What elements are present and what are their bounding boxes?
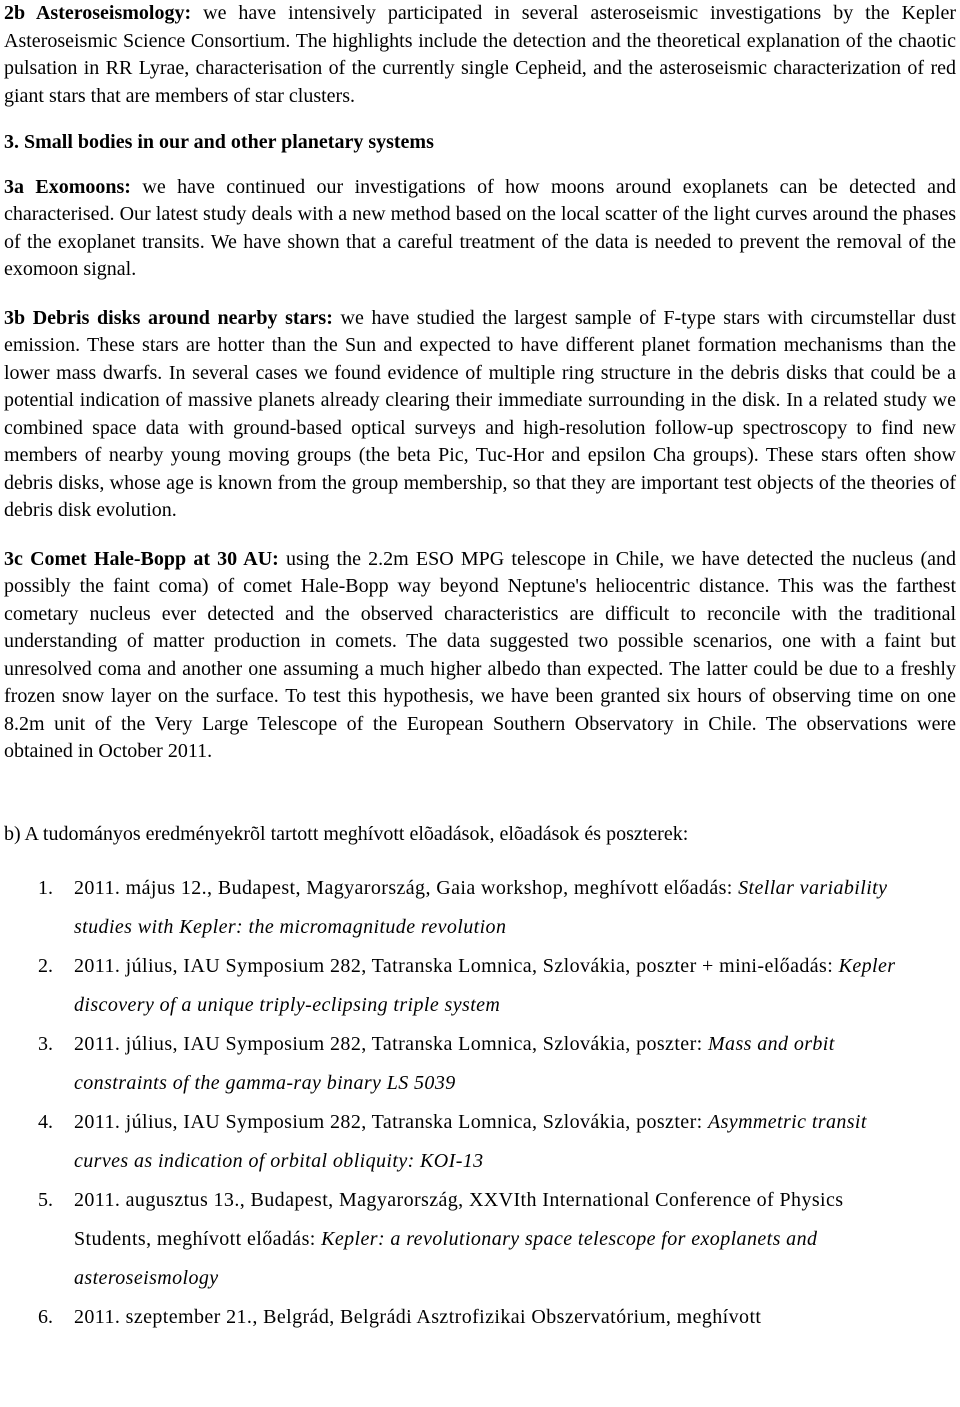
talk-list [38, 869, 918, 1337]
list-item-number: 4. [38, 1111, 53, 1133]
list-item-text: 2011. szeptember 21., Belgrád, Belgrádi Asztrofizikai Obszervatórium, meghívott [74, 1306, 762, 1328]
list-item [38, 1025, 918, 1103]
section-3a-heading: 3a Exomoons: [4, 175, 131, 198]
section-2b-heading: 2b Asteroseismology: [4, 2, 192, 24]
list-item-text: 2011. július, IAU Symposium 282, Tatranska Lomnica, Szlovákia, poszter: [74, 1111, 708, 1133]
section-3b-text: we have studied the largest sample of F-type stars with circumstellar dust emission. These stars are hotter than the Sun and expected to have different planet formation mechanisms than the lower mass dwarfs. In several cases we found evidence of multiple ring structure in the debris disks that could be a potential indication of massive planets already clearing their immediate surrounding in the disk. In a related study we combined space data with ground-based optical surveys and high-resolution follow-up spectroscopy to find new members of nearby young moving groups (the beta Pic, Tuc-Hor and epsilon Cha groups). These stars often show debris disks, whose age is known from the group membership, so that they are important test objects of the theories of debris disk evolution. [4, 306, 956, 521]
list-item-text: 2011. augusztus 13., Budapest, Magyarország, XXVIth International Conference of Physics Students, meghívott előadás: [74, 1189, 844, 1250]
list-item-title: Asymmetric transit curves as indication of orbital obliquity: KOI-13 [74, 1111, 867, 1172]
section-2b-paragraph [4, 0, 956, 110]
list-item-text: 2011. május 12., Budapest, Magyarország, Gaia workshop, meghívott előadás: [74, 877, 739, 899]
list-item-text: 2011. július, IAU Symposium 282, Tatranska Lomnica, Szlovákia, poszter: [74, 1033, 708, 1055]
section-3a-paragraph [4, 174, 956, 284]
section-3b-heading: 3b Debris disks around nearby stars: [4, 306, 333, 329]
section-3b-paragraph [4, 305, 956, 525]
list-item [38, 1103, 918, 1181]
list-item [38, 1181, 918, 1298]
list-item [38, 947, 918, 1025]
list-item-number: 6. [38, 1306, 53, 1328]
section-3a-text: we have continued our investigations of how moons around exoplanets can be detected and characterised. Our latest study deals with a new method based on the local scatter of the light curves around the phases of the exoplanet transits. We have shown that a careful treatment of the data is needed to prevent the removal of the exomoon signal. [4, 175, 956, 280]
section-2b-text: we have intensively participated in several asteroseismic investigations by the Kepler Asteroseismic Science Consortium. The highlights include the detection and the theoretical explanation of the chaotic pulsation in RR Lyrae, characterisation of the currently single Cepheid, and the asteroseismic characterization of red giant stars that are members of star clusters. [4, 2, 956, 107]
document-page [4, 0, 956, 1337]
list-item-text: 2011. július, IAU Symposium 282, Tatranska Lomnica, Szlovákia, poszter + mini-előadás: [74, 955, 839, 977]
section-b-heading: b) A tudományos eredményekrõl tartott meghívott elõadások, elõadások és poszterek: [4, 822, 689, 845]
list-item-title: Kepler: a revolutionary space telescope for exoplanets and asteroseismology [74, 1228, 818, 1289]
list-item-title: Mass and orbit constraints of the gamma-ray binary LS 5039 [74, 1033, 835, 1094]
list-item [38, 869, 918, 947]
section-3c-paragraph [4, 546, 956, 766]
list-item [38, 1298, 918, 1337]
section-3-heading: 3. Small bodies in our and other planetary systems [4, 131, 434, 153]
section-3c-text: using the 2.2m ESO MPG telescope in Chile, we have detected the nucleus (and possibly the faint coma) of comet Hale-Bopp way beyond Neptune's heliocentric distance. This was the farthest cometary nucleus ever detected and the observed characteristics are difficult to reconcile with the traditional understanding of matter production in comets. The data suggested two possible scenarios, one with a faint but unresolved coma and another one assuming a much higher albedo than expected. The latter could be due to a freshly frozen snow layer on the surface. To test this hypothesis, we have been granted six hours of observing time on one 8.2m unit of the Very Large Telescope of the European Southern Observatory in Chile. The observations were obtained in October 2011. [4, 547, 956, 762]
list-item-number: 2. [38, 955, 53, 977]
list-item-number: 3. [38, 1033, 53, 1055]
section-3c-heading: 3c Comet Hale-Bopp at 30 AU: [4, 547, 279, 570]
list-item-title: Kepler discovery of a unique triply-eclipsing triple system [74, 955, 896, 1016]
list-item-number: 1. [38, 877, 53, 899]
list-item-title: Stellar variability studies with Kepler: the micromagnitude revolution [74, 877, 888, 938]
list-item-number: 5. [38, 1189, 53, 1211]
